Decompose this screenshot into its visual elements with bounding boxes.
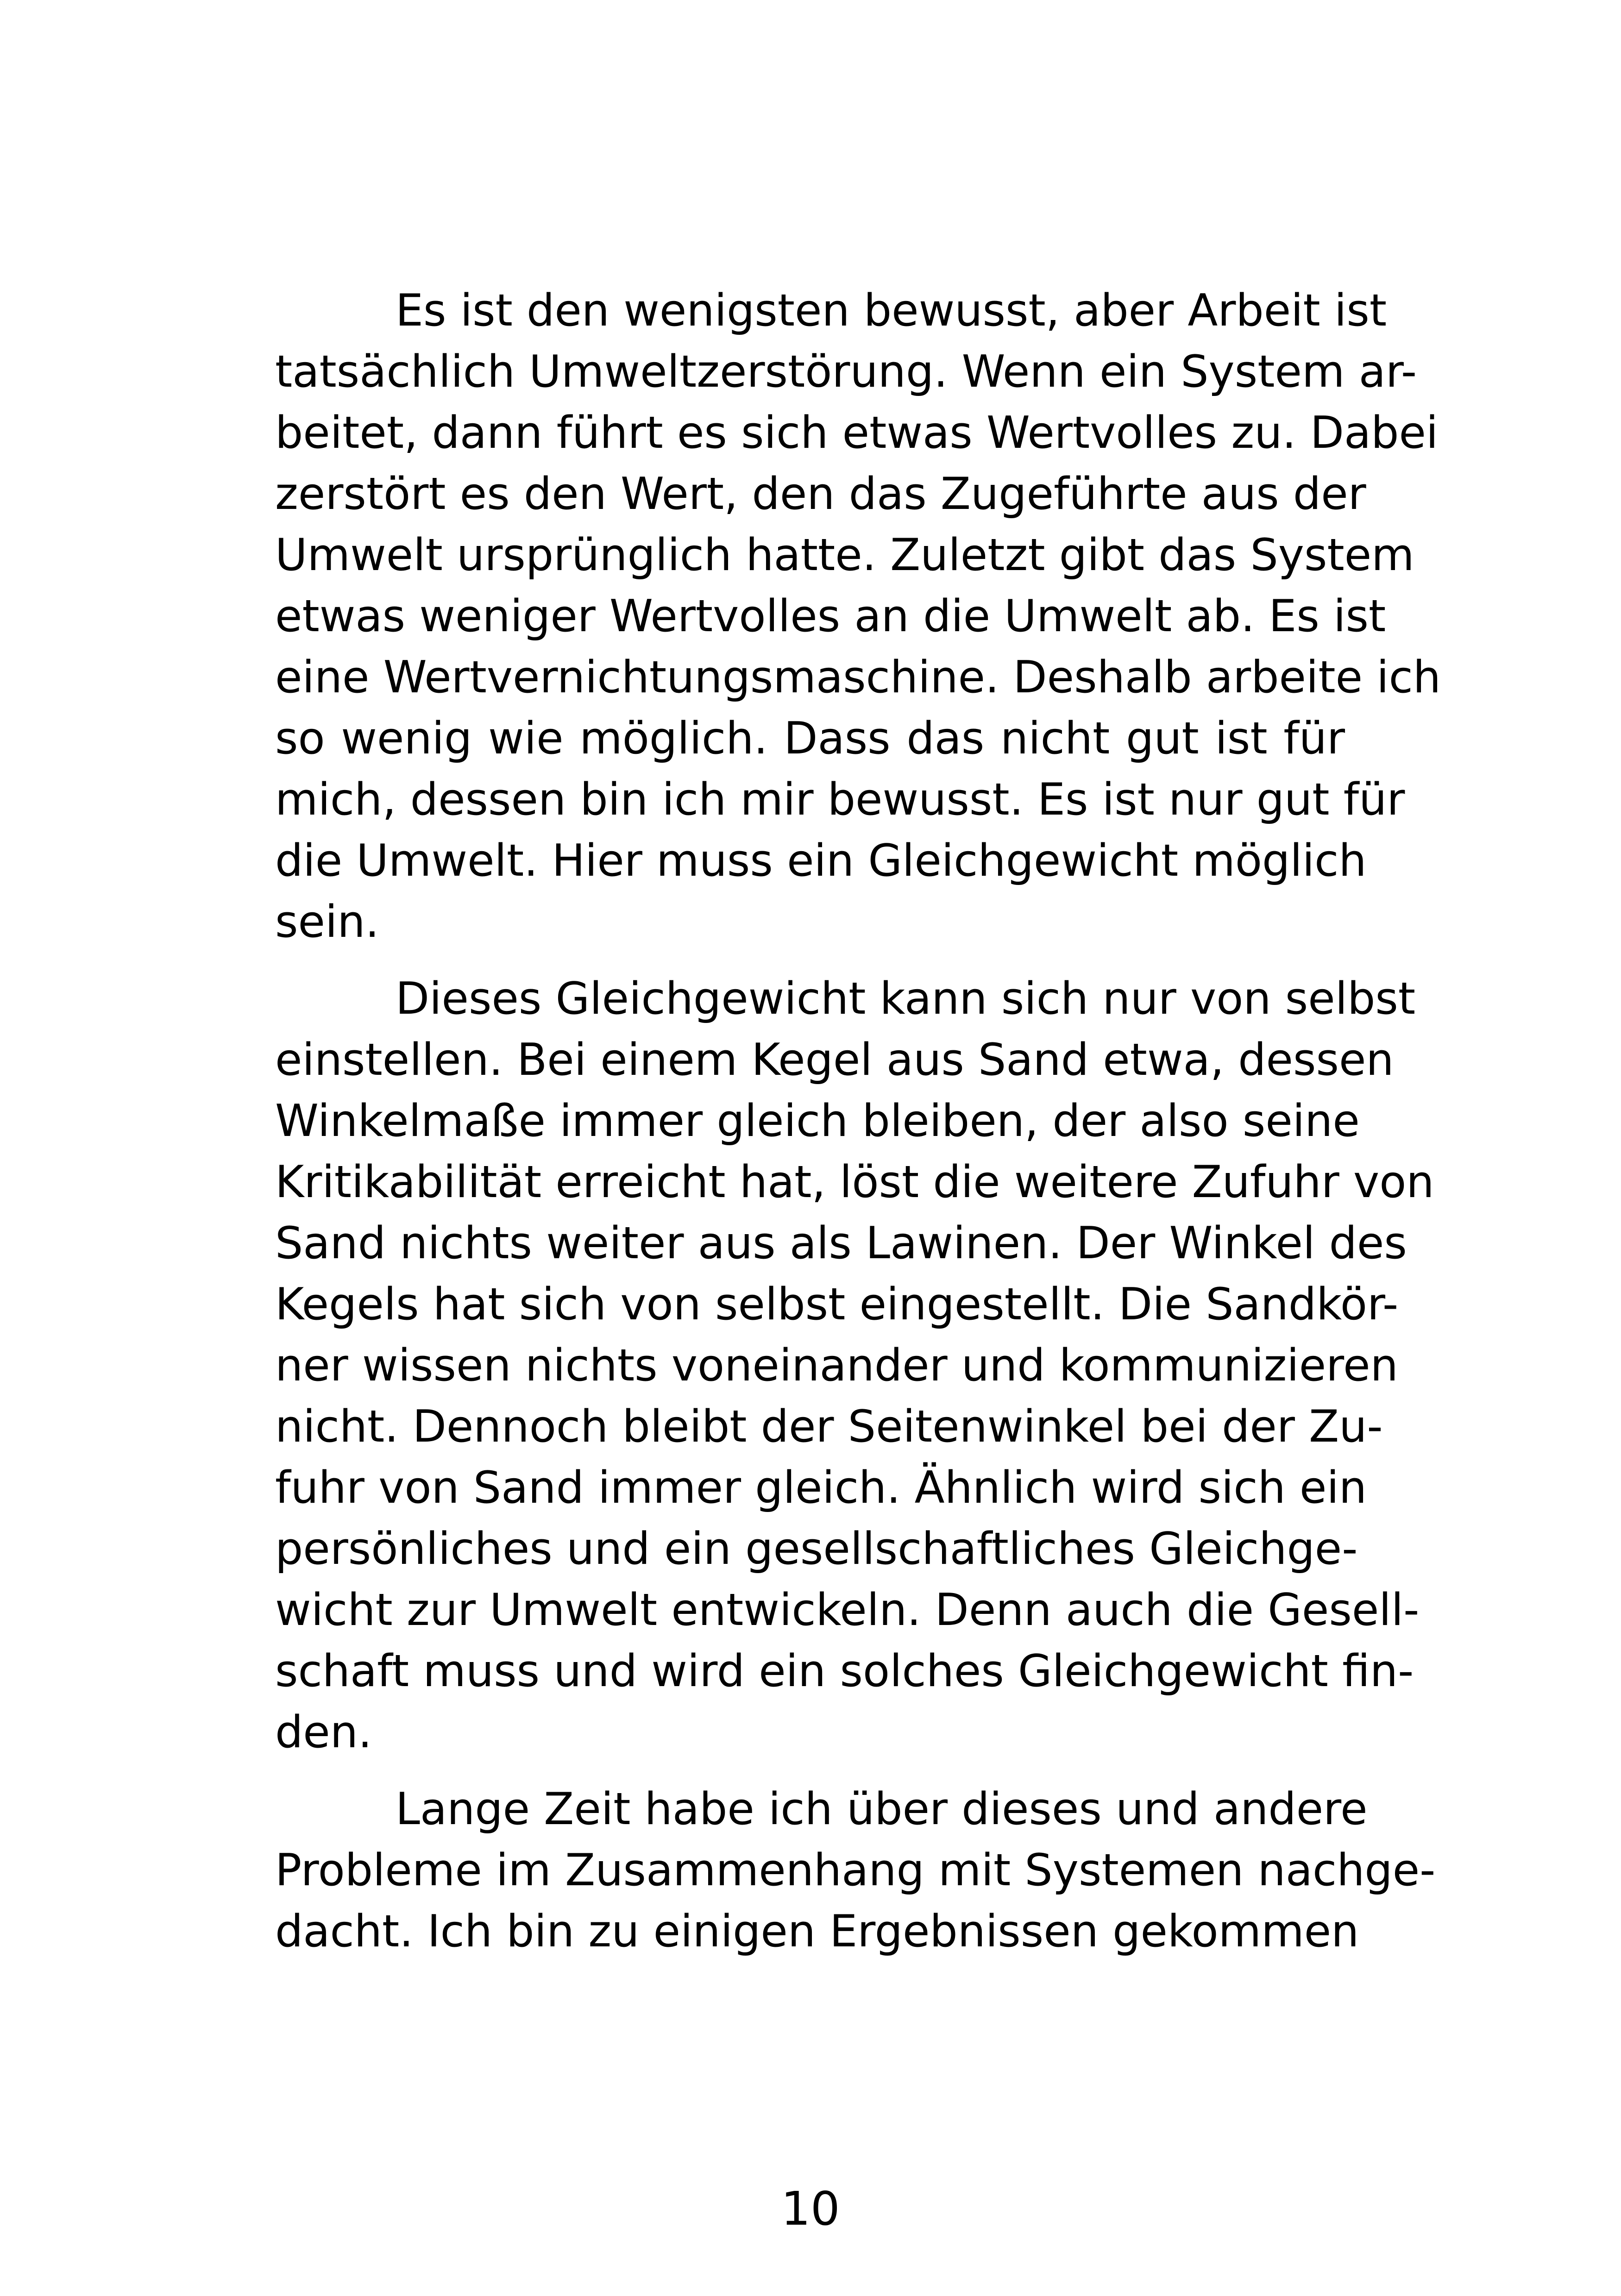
text-line: wicht zur Umwelt entwickeln. Denn auch die Gesell- (275, 1585, 1420, 1636)
text-line: sein. (275, 897, 379, 947)
text-line: eine Wertvernichtungsmaschine. Deshalb arbeite ich (275, 652, 1441, 703)
paragraph-2 (275, 968, 1434, 1763)
paragraph-spacer (275, 953, 1345, 968)
text-line: den. (275, 1707, 372, 1758)
text-line: persönliches und ein gesellschaftliches Gleichge- (275, 1524, 1358, 1575)
text-line: Dieses Gleichgewicht kann sich nur von selbst (396, 973, 1416, 1024)
text-line: beitet, dann führt es sich etwas Wertvolles zu. Dabei (275, 408, 1439, 458)
text-line: schaft muss und wird ein solches Gleichgewicht fin- (275, 1646, 1414, 1697)
text-line: dacht. Ich bin zu einigen Ergebnissen gekommen (275, 1906, 1359, 1957)
text-line: einstellen. Bei einem Kegel aus Sand etwa, dessen (275, 1035, 1394, 1085)
text-line: Kritikabilität erreicht hat, löst die weitere Zufuhr von (275, 1157, 1434, 1208)
text-line: mich, dessen bin ich mir bewusst. Es ist nur gut für (275, 774, 1405, 825)
text-line: zerstört es den Wert, den das Zugeführte aus der (275, 469, 1366, 520)
text-line: Umwelt ursprünglich hatte. Zuletzt gibt das System (275, 530, 1414, 581)
text-line: die Umwelt. Hier muss ein Gleichgewicht möglich (275, 835, 1367, 886)
text-line: etwas weniger Wertvolles an die Umwelt ab. Es ist (275, 591, 1386, 642)
paragraph-3 (275, 1779, 1436, 1962)
paragraph-1 (275, 280, 1441, 953)
text-line: Lange Zeit habe ich über dieses und andere (396, 1784, 1368, 1835)
text-line: nicht. Dennoch bleibt der Seitenwinkel bei der Zu- (275, 1401, 1383, 1452)
text-line: Es ist den wenigsten bewusst, aber Arbeit ist (396, 285, 1387, 336)
text-line: Winkelmaße immer gleich bleiben, der also seine (275, 1096, 1360, 1147)
text-line: Sand nichts weiter aus als Lawinen. Der Winkel des (275, 1218, 1407, 1269)
body-text (275, 280, 1441, 1962)
paragraph-spacer (275, 1763, 1345, 1779)
text-line: Probleme im Zusammenhang mit Systemen nachge- (275, 1845, 1436, 1896)
text-line: so wenig wie möglich. Dass das nicht gut ist für (275, 713, 1345, 764)
text-line: tatsächlich Umweltzerstörung. Wenn ein System ar- (275, 346, 1417, 397)
text-line: Kegels hat sich von selbst eingestellt. Die Sandkör- (275, 1279, 1399, 1330)
text-line: fuhr von Sand immer gleich. Ähnlich wird sich ein (275, 1462, 1367, 1513)
text-line: ner wissen nichts voneinander und kommunizieren (275, 1340, 1398, 1391)
page-number: 10 (781, 2182, 840, 2236)
